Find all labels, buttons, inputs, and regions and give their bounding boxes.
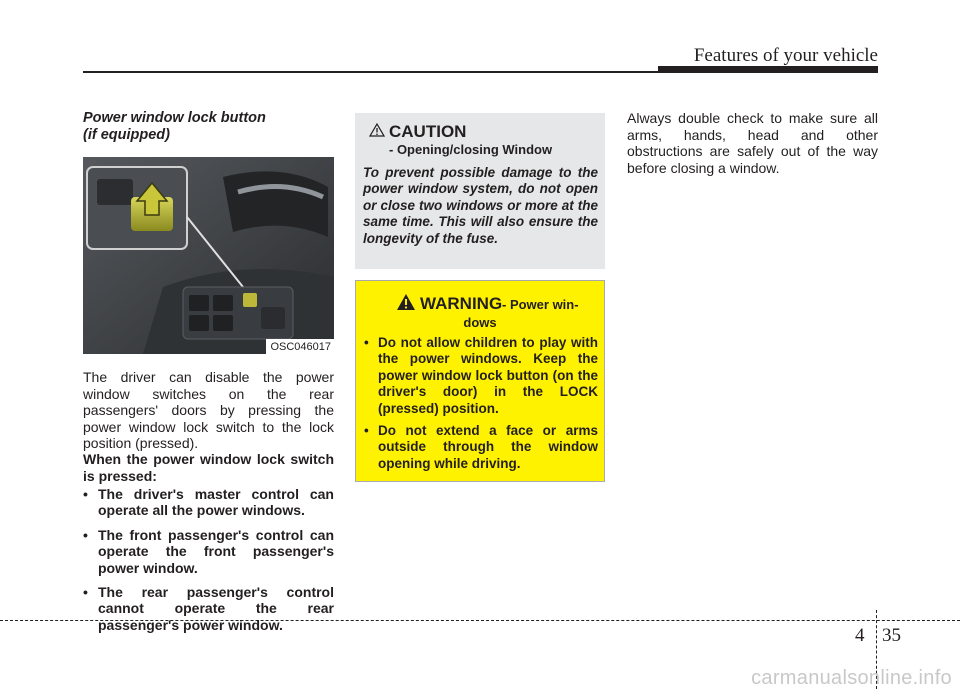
header-rule-accent xyxy=(658,66,878,72)
section-title xyxy=(83,110,334,144)
lock-description: The driver can disable the power window switches on the rear passengers' doors by pressing the power window lock switch to the lock position (pressed). xyxy=(83,369,334,452)
caution-box xyxy=(355,113,605,269)
list-item: • Do not extend a face or arms outside through the window opening while driving. xyxy=(364,423,598,472)
left-column xyxy=(83,110,334,144)
list-item: • The rear passenger's control cannot operate the rear passenger's power window. xyxy=(83,584,334,633)
caution-subtitle: - Opening/closing Window xyxy=(389,142,553,157)
caution-text: To prevent possible damage to the power window system, do not open or close two windows or more at the same time. This will also ensure the longevity of the fuse. xyxy=(363,165,598,246)
warning-list xyxy=(364,335,598,478)
lock-effects-list xyxy=(83,486,334,641)
list-item: • The driver's master control can operate all the power windows. xyxy=(83,486,334,519)
section-title-line2: (if equipped) xyxy=(83,127,170,143)
warning-icon xyxy=(396,293,416,311)
list-item: • Do not allow children to play with the power windows. Keep the power window lock button (on the driver's door) in the LOCK (pressed) position. xyxy=(364,335,598,417)
page-number: 35 xyxy=(882,625,901,646)
list-item: • The front passenger's control can operate the front passenger's power window. xyxy=(83,527,334,576)
section-title-line1: Power window lock button xyxy=(83,110,266,126)
caution-icon xyxy=(369,123,385,137)
safety-note: Always double check to make sure all arms, hands, head and other obstructions are safely out of the way before closing a window. xyxy=(627,110,878,176)
header-title: Features of your vehicle xyxy=(693,45,878,66)
door-panel-illustration xyxy=(83,157,334,354)
caution-title: CAUTION xyxy=(389,122,467,141)
warning-subtitle: - Power win- xyxy=(502,297,579,312)
watermark: carmanualsonline.info xyxy=(751,667,952,689)
footer-rule xyxy=(0,620,960,621)
lock-pressed-heading: When the power window lock switch is pressed: xyxy=(83,451,334,484)
warning-subtitle-cont: dows xyxy=(463,315,497,330)
door-switch-photo xyxy=(83,157,334,354)
chapter-number: 4 xyxy=(855,625,865,646)
photo-label: OSC046017 xyxy=(266,339,334,354)
warning-title: WARNING xyxy=(420,294,503,313)
warning-box xyxy=(355,280,605,482)
